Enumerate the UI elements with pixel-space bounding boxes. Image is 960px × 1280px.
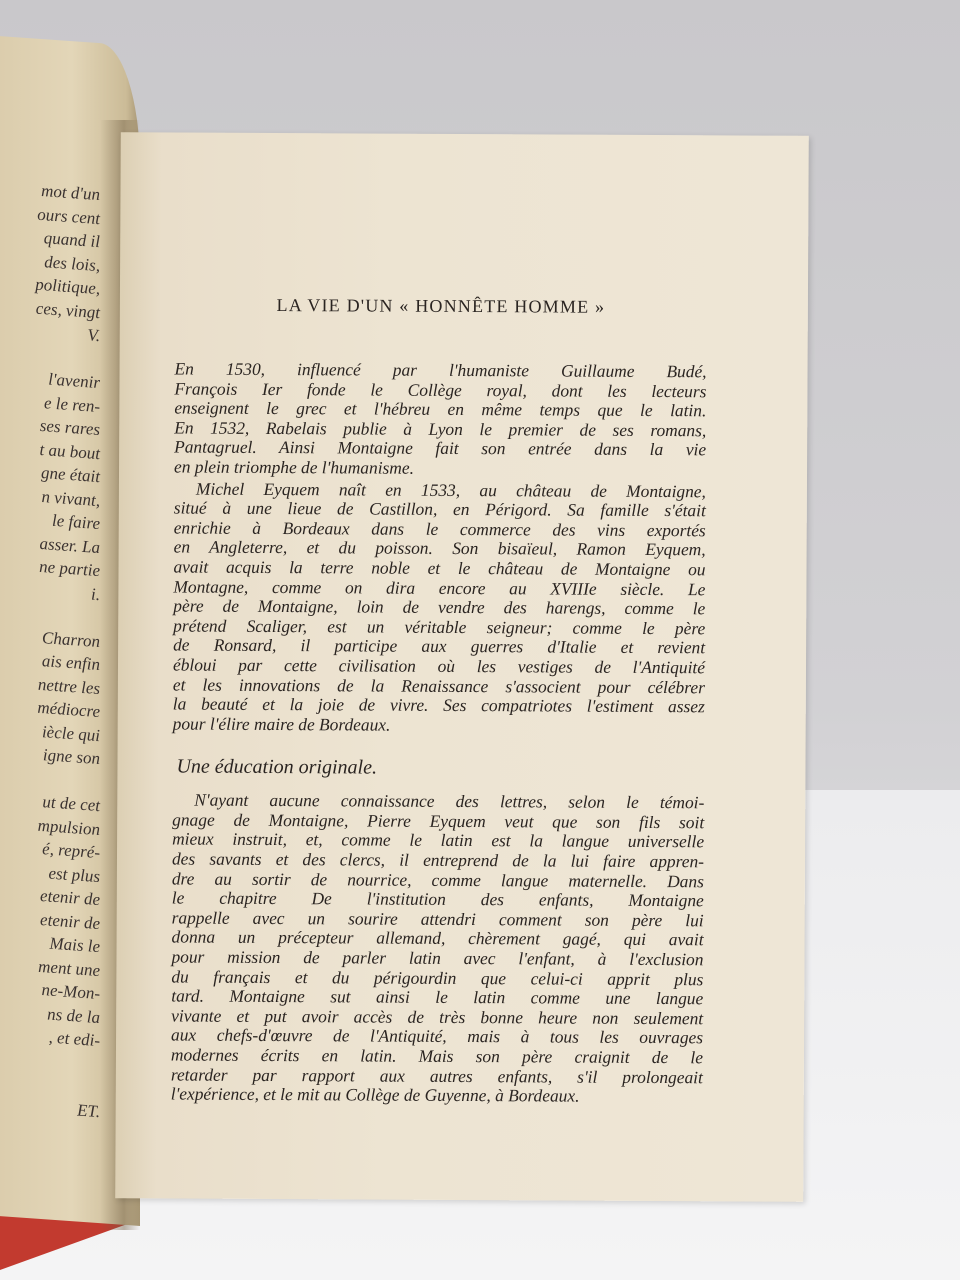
left-page-line: e le ren- (43, 392, 100, 416)
text-line: En 1532, Rabelais publie à Lyon le premier de ses romans, (174, 417, 707, 441)
left-page-line: ment une (38, 956, 100, 980)
left-page-line: mot d'un (41, 181, 100, 205)
left-page-line: gne était (40, 463, 100, 487)
left-page-line: ut de cet (42, 792, 100, 816)
text-line: retarder par rapport aux autres enfants, s'il prolongeait (170, 1064, 703, 1087)
left-page-line: politique, (35, 274, 100, 299)
text-line: François Ier fonde le Collège royal, dont les lecteurs (174, 378, 707, 401)
left-page-line: ais enfin (41, 651, 100, 675)
left-page-line: ne-Mon- (41, 980, 100, 1004)
text-line: la beauté et la joie de vivre. Ses compatriotes l'estiment assez (172, 693, 705, 717)
left-page-line: mpulsion (37, 815, 100, 839)
text-line: gnage de Montaigne, Pierre Eyquem veut que son fils soit (172, 809, 705, 833)
text-line: en Angleterre, et du poisson. Son bisaïeul, Ramon Eyquem, (173, 536, 706, 560)
left-page-line: , et edi- (48, 1027, 100, 1051)
text-line: du français et du périgourdin que celui-ci apprit plus (171, 966, 704, 989)
text-line: de Ronsard, il participe aux guerres d'Italie et revient (173, 634, 706, 658)
paragraph-2 (173, 479, 706, 737)
left-page-line: etenir de (40, 909, 100, 933)
text-line: ébloui par cette civilisation où les vestiges de l'Antiquité (172, 654, 706, 678)
left-page-line: ces, vingt (35, 298, 100, 322)
left-page-line: n vivant, (41, 486, 100, 510)
left-page-line: est plus (48, 863, 100, 886)
left-page-line: Charron (42, 627, 100, 651)
text-line: Michel Eyquem naît en 1533, au château de Montaigne, (195, 478, 706, 501)
text-line: des savants et des clercs, il entreprend de la lui faire appren- (171, 848, 705, 872)
left-page-line: l'avenir (48, 369, 100, 393)
text-line: pour mission de parler latin avec l'enfant, à l'exclusion (171, 946, 704, 970)
text-line: Montagne, comme on dira encore au XVIIIe siècle. Le (173, 576, 706, 599)
left-page-line: ours cent (37, 204, 100, 228)
chapter-title: LA VIE D'UN « HONNÊTE HOMME » (276, 295, 606, 317)
text-line: l'expérience, et le mit au Collège de Guyenne, à Bordeaux. (170, 1083, 580, 1106)
text-line: mieux instruit, et, comme le latin est la langue universelle (172, 828, 705, 852)
left-page-line: ns de la (47, 1003, 100, 1027)
left-page-line: asser. La (39, 533, 100, 557)
left-page-line: V. (87, 325, 100, 346)
text-line: prétend Scaliger, est un véritable seigneur; comme le père (173, 615, 706, 638)
left-page-line: médiocre (37, 697, 100, 722)
text-line: N'ayant aucune connaissance des lettres, selon le témoi- (194, 789, 705, 813)
left-page-line: des lois, (44, 251, 100, 275)
left-page-line: ne partie (39, 556, 100, 581)
text-line: pour l'élire maire de Bordeaux. (172, 713, 391, 735)
left-page-line: i. (91, 584, 100, 604)
left-page-line: nettre les (37, 674, 100, 698)
text-line: aux chefs-d'œuvre de l'Antiquité, mais à tous les ouvrages (171, 1024, 704, 1048)
text-line: père de Montaigne, loin de vendre des harengs, comme le (173, 595, 706, 619)
text-line: En 1530, influencé par l'humaniste Guillaume Budé, (174, 358, 707, 382)
text-line: tard. Montaigne sut ainsi le latin comme une langue (171, 985, 704, 1009)
text-line: dre au sortir de nourrice, comme langue maternelle. Dans (171, 868, 704, 891)
text-line: en plein triomphe de l'humanisme. (173, 456, 415, 478)
paragraph-1 (174, 359, 707, 479)
left-page-line: igne son (42, 745, 100, 769)
paragraph-3 (171, 791, 705, 1107)
text-line: et les innovations de la Renaissance s'associent pour célébrer (172, 673, 705, 697)
left-page-text (0, 174, 100, 1123)
left-page-line: Mais le (49, 933, 100, 957)
right-page (115, 132, 809, 1202)
left-page-line: t au bout (39, 439, 100, 463)
text-line: vivante et put avoir accès de très bonne heure non seulement (171, 1005, 704, 1029)
text-line: situé à une lieue de Castillon, en Périgord. Sa famille s'était (173, 497, 706, 521)
left-page-line: quand il (43, 228, 100, 252)
left-page-line: ses rares (39, 415, 100, 440)
left-page-line: le faire (52, 510, 100, 534)
text-line: enrichie à Bordeaux dans le commerce des vins exportés (173, 517, 706, 541)
left-page-line: etenir de (40, 885, 100, 910)
left-page-line: iècle qui (41, 721, 100, 745)
text-line: avait acquis la terre noble et le château de Montaigne ou (173, 556, 706, 580)
text-line: rappelle avec un sourire attendri comment son père lui (171, 907, 704, 931)
page-content (171, 294, 707, 1107)
text-line: le chapitre De l'institution des enfants, Montaigne (171, 887, 704, 911)
text-line: Pantagruel. Ainsi Montaigne fait son entrée dans la vie (174, 436, 707, 460)
left-page-line: é, repré- (42, 839, 100, 863)
text-line: modernes écrits en latin. Mais son père craignit de le (170, 1044, 704, 1068)
section-title: Une éducation originale. (176, 755, 378, 779)
text-line: donna un précepteur allemand, chèrement gagé, qui avait (171, 926, 704, 950)
text-line: enseignent le grec et l'hébreu en même temps que le latin. (174, 397, 707, 421)
left-page-line: ET. (77, 1100, 100, 1121)
